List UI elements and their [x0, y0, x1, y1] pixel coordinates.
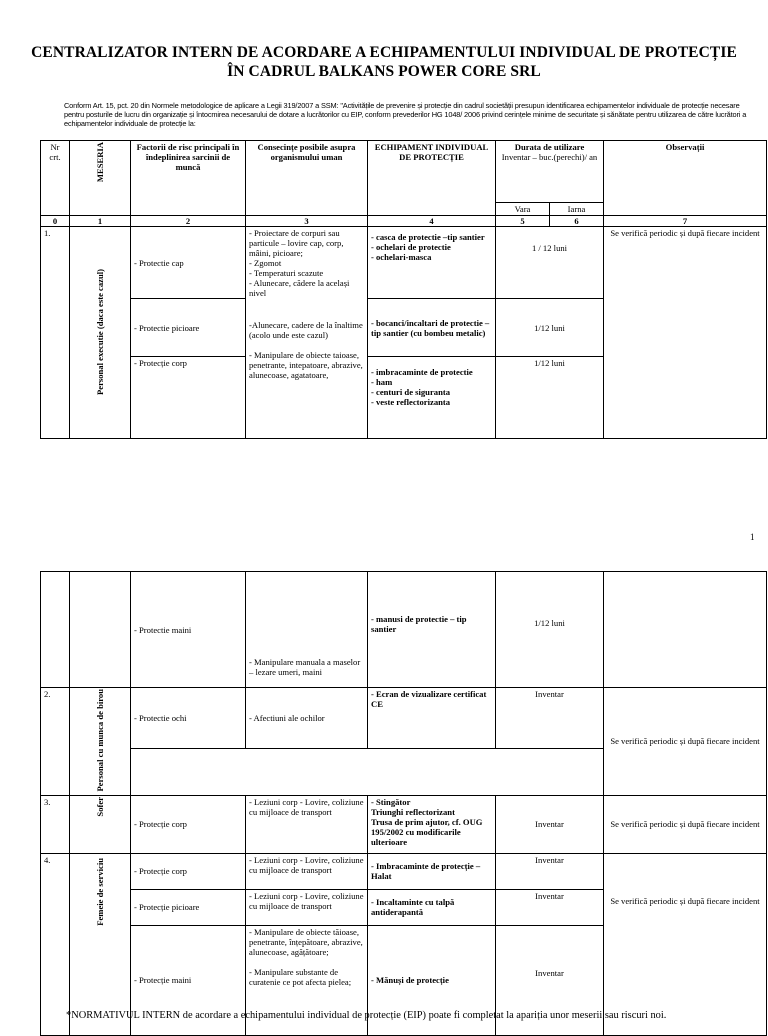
row-durata: Inventar [496, 925, 604, 1035]
row-meseria: Sofer [70, 795, 131, 853]
col-number: 3 [246, 216, 368, 227]
row-echipament: - Incaltaminte cu talpă antiderapantă [368, 889, 496, 925]
document-title-line2: ÎN CADRUL BALKANS POWER CORE SRL [227, 63, 541, 80]
table-row [41, 227, 767, 299]
row-durata: 1/12 luni [496, 299, 604, 357]
column-number-row [41, 216, 767, 227]
row-factor: - Protecție maini [131, 925, 246, 1035]
col-number: 5 [496, 216, 550, 227]
col-number: 1 [70, 216, 131, 227]
row-nr: 4. [41, 853, 70, 1035]
row-durata: Inventar [496, 688, 604, 749]
page-number: 1 [750, 532, 755, 542]
eip-table-page2 [40, 571, 767, 1036]
row-echipament: - imbracaminte de protectie - ham - centuri de siguranta - veste reflectorizanta [368, 357, 496, 439]
row-observatii: Se verifică periodic și după fiecare incident [604, 688, 767, 796]
eip-table-page1 [40, 140, 767, 439]
header-factori: Factorii de risc principali în îndeplinirea sarcinii de muncă [131, 141, 246, 216]
row-durata: 1/12 luni [496, 357, 604, 439]
row-nr: 3. [41, 795, 70, 853]
col-number: 2 [131, 216, 246, 227]
header-durata: Durata de utilizare Inventar – buc.(perechi)/ an [496, 141, 604, 203]
row-durata: Inventar [496, 889, 604, 925]
row-meseria [70, 572, 131, 688]
table-row [41, 853, 767, 889]
row-consecinte: - Proiectare de corpuri sau particule – lovire cap, corp, mâini, picioare; - Zgomot - Temperaturi scazute - Alunecare, cădere la același nivel -Alunecare, cadere de la înaltime (acolo unde este cazul) - Manipulare de obiecte taioase, penetrante, intepatoare, abrazive, alunecoase, agatatoare, [246, 227, 368, 439]
row-durata: Inventar [496, 795, 604, 853]
row-meseria: Femeie de serviciu [70, 853, 131, 1035]
row-meseria: Personal executie (daca este cazul) [70, 227, 131, 439]
row-factor: - Protectie picioare [131, 299, 246, 357]
row-echipament: - Imbracaminte de protecție – Halat [368, 853, 496, 889]
row-echipament: - casca de protectie –tip santier - ochelari de protectie - ochelari-masca [368, 227, 496, 299]
row-observatii: Se verifică periodic și după fiecare incident [604, 853, 767, 1035]
table-row [41, 795, 767, 853]
row-consecinte: - Leziuni corp - Lovire, coliziune cu mijloace de transport [246, 889, 368, 925]
header-echipament: ECHIPAMENT INDIVIDUAL DE PROTECȚIE [368, 141, 496, 216]
row-observatii [604, 572, 767, 688]
intro-paragraph: Conform Art. 15, pct. 20 din Normele metodologice de aplicare a Legii 319/2007 a SSM: "Activitățile de prevenire și protecție din cadrul societății presupun identificarea echipamentelor individuale de protecție necesare pentru posturile de lucru din organizație și întocmirea necesarului de dotare a lucrătorilor cu EIP, conform prevederilor HG 1048/ 2006 privind cerințele minime de securitate și sănătate pentru utilizarea de către lucrători a echipamentelor individuale de protecție la: [64, 101, 747, 129]
row-echipament: - Stingător Triunghi reflectorizant Trusa de prim ajutor, cf. OUG 195/2002 cu modificarile ulterioare [368, 795, 496, 853]
row-durata: 1 / 12 luni [496, 227, 604, 299]
row-consecinte: - Leziuni corp - Lovire, coliziune cu mijloace de transport [246, 853, 368, 889]
row-echipament: - Ecran de vizualizare certificat CE [368, 688, 496, 749]
footer-note: *NORMATIVUL INTERN de acordare a echipamentului individual de protecție (EIP) poate fi completat la apariția unor meserii sau riscuri noi. [66, 1010, 667, 1021]
table-row [41, 688, 767, 749]
row-factor: - Protectie ochi [131, 688, 246, 749]
row-observatii: Se verifică periodic și după fiecare incident [604, 795, 767, 853]
row-factor: - Protecție picioare [131, 889, 246, 925]
header-consecinte: Consecințe posibile asupra organismului uman [246, 141, 368, 216]
row-consecinte: - Afectiuni ale ochilor [246, 688, 368, 749]
row-observatii: Se verifică periodic și după fiecare incident [604, 227, 767, 439]
row-durata: Inventar [496, 853, 604, 889]
row-consecinte: - Manipulare de obiecte tăioase, penetrante, înțepătoare, abrazive, alunecoase, agățătoare; - Manipulare substante de curatenie ce pot afecta pielea; [246, 925, 368, 1035]
col-number: 4 [368, 216, 496, 227]
col-number: 6 [550, 216, 604, 227]
header-iarna: Iarna [550, 203, 604, 216]
row-echipament: - bocanci/incaltari de protectie – tip santier (cu bombeu metalic) [368, 299, 496, 357]
row-echipament: - Mănuși de protecție [368, 925, 496, 1035]
row-consecinte: - Manipulare manuala a maselor – lezare umeri, maini [246, 572, 368, 688]
row-echipament: - manusi de protectie – tip santier [368, 572, 496, 688]
row-factor: - Protecție corp [131, 357, 246, 439]
row-consecinte: - Leziuni corp - Lovire, coliziune cu mijloace de transport [246, 795, 368, 853]
row-factor: - Protectie cap [131, 227, 246, 299]
col-number: 7 [604, 216, 767, 227]
header-nr: Nr crt. [41, 141, 70, 216]
col-number: 0 [41, 216, 70, 227]
header-observatii: Observații [604, 141, 767, 216]
empty-cell [131, 748, 604, 795]
row-meseria: Personal cu munca de birou [70, 688, 131, 796]
row-factor: - Protectie maini [131, 572, 246, 688]
row-durata: 1/12 luni [496, 572, 604, 688]
document-title-line1: CENTRALIZATOR INTERN DE ACORDARE A ECHIPAMENTULUI INDIVIDUAL DE PROTECȚIE [31, 44, 737, 61]
row-factor: - Protecție corp [131, 795, 246, 853]
row-nr [41, 572, 70, 688]
header-vara: Vara [496, 203, 550, 216]
row-factor: - Protecție corp [131, 853, 246, 889]
header-meseria: MESERIA [70, 141, 131, 216]
row-nr: 1. [41, 227, 70, 439]
table-row [41, 572, 767, 688]
row-nr: 2. [41, 688, 70, 796]
